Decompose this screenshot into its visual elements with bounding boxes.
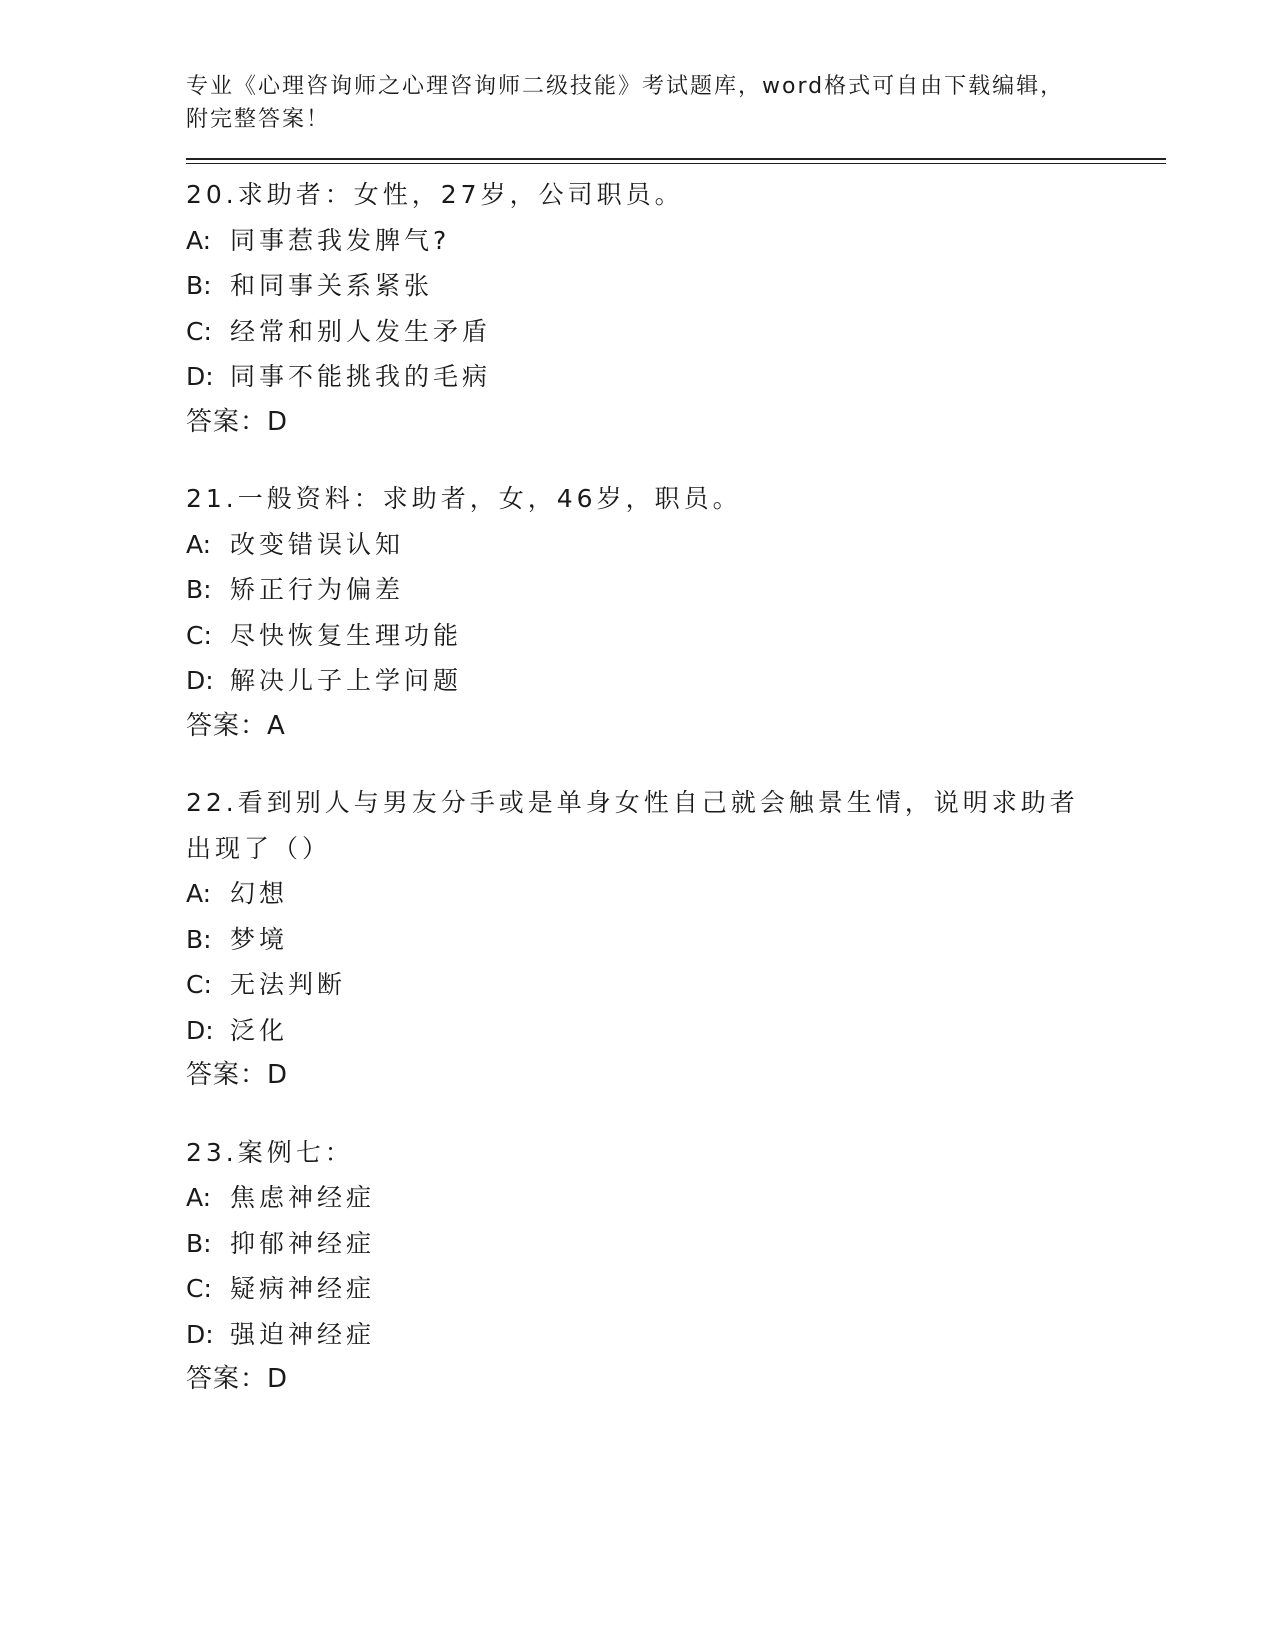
option-a (186, 218, 1166, 264)
option-c (186, 962, 1166, 1008)
header-divider (186, 158, 1166, 164)
option-text: 尽快恢复生理功能 (230, 620, 463, 650)
option-text: 和同事关系紧张 (230, 271, 434, 300)
option-text: 幻想 (230, 879, 289, 908)
option-letter: D: (186, 362, 214, 391)
question-20 (186, 172, 1166, 445)
document-header: 专业《心理咨询师之心理咨询师二级技能》考试题库，word格式可自由下载编辑，附完整答案！ (186, 74, 1065, 132)
option-c (186, 1266, 1166, 1312)
option-letter: B: (186, 924, 212, 954)
option-d (186, 1312, 1166, 1358)
option-text: 泛化 (230, 1015, 289, 1045)
question-stem: 20.求助者：女性，27岁，公司职员。 (186, 180, 684, 209)
option-letter: A: (186, 1183, 212, 1212)
option-text: 解决儿子上学问题 (230, 666, 463, 695)
option-letter: B: (186, 1228, 212, 1258)
question-22 (186, 780, 1166, 1099)
option-text: 同事惹我发脾气? (230, 225, 451, 255)
option-c (186, 613, 1166, 659)
option-a (186, 1175, 1166, 1221)
option-d (186, 354, 1166, 400)
option-letter: A: (186, 529, 212, 559)
option-text: 抑郁神经症 (230, 1228, 376, 1258)
option-b (186, 263, 1166, 309)
option-letter: C: (186, 620, 212, 650)
option-text: 无法判断 (230, 970, 347, 999)
option-text: 改变错误认知 (230, 529, 405, 559)
option-letter: D: (186, 666, 214, 695)
document-page (186, 70, 1166, 1434)
option-text: 矫正行为偏差 (230, 575, 405, 604)
question-stem: 22.看到别人与男友分手或是单身女性自己就会触景生情，说明求助者出现了（） (186, 788, 1079, 863)
option-text: 经常和别人发生矛盾 (230, 316, 492, 346)
option-text: 同事不能挑我的毛病 (230, 362, 492, 391)
option-d (186, 1008, 1166, 1054)
question-stem: 21.一般资料：求助者，女，46岁，职员。 (186, 484, 742, 513)
option-text: 强迫神经症 (230, 1319, 376, 1349)
option-c (186, 309, 1166, 355)
option-a (186, 871, 1166, 917)
option-letter: C: (186, 970, 212, 999)
option-letter: A: (186, 225, 212, 255)
question-21 (186, 476, 1166, 749)
option-b (186, 917, 1166, 963)
answer-line: 答案：D (186, 1364, 289, 1394)
option-letter: D: (186, 1319, 214, 1349)
question-23 (186, 1130, 1166, 1403)
option-letter: C: (186, 1274, 212, 1303)
option-letter: B: (186, 271, 212, 300)
question-list (186, 172, 1166, 1403)
option-letter: C: (186, 316, 212, 346)
option-letter: B: (186, 575, 212, 604)
option-d (186, 658, 1166, 704)
option-text: 焦虑神经症 (230, 1183, 376, 1212)
option-b (186, 567, 1166, 613)
option-text: 梦境 (230, 924, 289, 954)
option-letter: D: (186, 1015, 214, 1045)
option-a (186, 522, 1166, 568)
option-b (186, 1221, 1166, 1267)
answer-line: 答案：D (186, 406, 289, 437)
option-letter: A: (186, 879, 212, 908)
question-stem: 23.案例七： (186, 1137, 354, 1167)
option-text: 疑病神经症 (230, 1274, 376, 1303)
answer-line: 答案：A (186, 710, 286, 741)
answer-line: 答案：D (186, 1060, 289, 1090)
